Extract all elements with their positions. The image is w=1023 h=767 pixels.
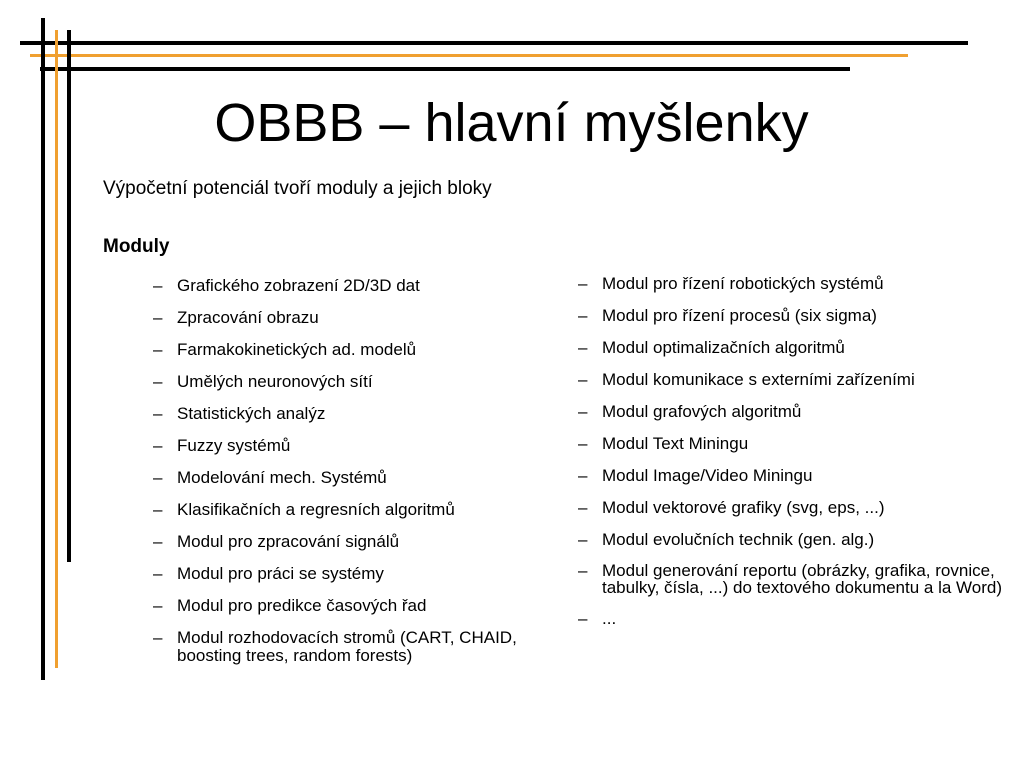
list-item-text: Modul rozhodovacích stromů (CART, CHAID, boosting trees, random forests)	[177, 628, 517, 665]
left-module-list	[149, 277, 569, 679]
list-item	[149, 533, 569, 551]
list-item-text: Modelování mech. Systémů	[177, 468, 387, 487]
list-item	[574, 531, 1014, 549]
list-item-text: Grafického zobrazení 2D/3D dat	[177, 276, 420, 295]
intro-text: Výpočetní potenciál tvoří moduly a jejich bloky	[103, 178, 492, 199]
list-item-text: Modul grafových algoritmů	[602, 402, 802, 421]
list-item	[574, 339, 1014, 357]
dash-bullet-icon: –	[153, 468, 163, 487]
dash-bullet-icon: –	[153, 532, 163, 551]
dash-bullet-icon: –	[153, 340, 163, 359]
list-item	[574, 499, 1014, 517]
list-item	[149, 309, 569, 327]
list-item	[574, 467, 1014, 485]
list-item	[574, 610, 1014, 628]
dash-bullet-icon: –	[153, 276, 163, 295]
list-item	[149, 277, 569, 295]
list-item-text: Modul generování reportu (obrázky, grafika, rovnice, tabulky, čísla, ...) do textového dokumentu a la Word)	[602, 561, 1003, 597]
dash-bullet-icon: –	[578, 370, 588, 389]
list-item-text: Modul pro práci se systémy	[177, 564, 384, 583]
list-item	[574, 435, 1014, 453]
list-item	[574, 371, 1014, 389]
dash-bullet-icon: –	[153, 596, 163, 615]
dash-bullet-icon: –	[153, 308, 163, 327]
dash-bullet-icon: –	[578, 402, 588, 421]
dash-bullet-icon: –	[153, 436, 163, 455]
dash-bullet-icon: –	[578, 530, 588, 549]
dash-bullet-icon: –	[578, 338, 588, 357]
dash-bullet-icon: –	[153, 500, 163, 519]
list-item	[149, 373, 569, 391]
top-orange-line	[30, 54, 908, 57]
list-item-text: ...	[602, 609, 617, 628]
dash-bullet-icon: –	[153, 628, 163, 647]
top-black-line	[20, 41, 968, 45]
list-item-text: Modul pro predikce časových řad	[177, 596, 427, 615]
list-item-text: Modul Image/Video Miningu	[602, 466, 813, 485]
list-item-text: Modul komunikace s externími zařízeními	[602, 370, 915, 389]
list-item-text: Fuzzy systémů	[177, 436, 291, 455]
list-item	[149, 469, 569, 487]
list-item	[149, 405, 569, 423]
list-item-text: Modul pro zpracování signálů	[177, 532, 400, 551]
dash-bullet-icon: –	[578, 434, 588, 453]
dash-bullet-icon: –	[578, 306, 588, 325]
list-item-text: Klasifikačních a regresních algoritmů	[177, 500, 455, 519]
list-item-text: Modul pro řízení procesů (six sigma)	[602, 306, 877, 325]
modules-heading: Moduly	[103, 236, 170, 257]
dash-bullet-icon: –	[578, 498, 588, 517]
list-item	[574, 563, 1014, 596]
dash-bullet-icon: –	[153, 564, 163, 583]
list-item-text: Farmakokinetických ad. modelů	[177, 340, 417, 359]
dash-bullet-icon: –	[578, 561, 588, 580]
list-item	[149, 565, 569, 583]
dash-bullet-icon: –	[578, 609, 588, 628]
list-item-text: Modul evolučních technik (gen. alg.)	[602, 530, 875, 549]
list-item	[574, 275, 1014, 293]
dash-bullet-icon: –	[578, 466, 588, 485]
list-item	[149, 341, 569, 359]
list-item-text: Modul optimalizačních algoritmů	[602, 338, 845, 357]
title-underline-black	[40, 67, 850, 71]
list-item	[149, 629, 569, 665]
list-item-text: Modul vektorové grafiky (svg, eps, ...)	[602, 498, 885, 517]
list-item-text: Statistických analýz	[177, 404, 326, 423]
list-item-text: Umělých neuronových sítí	[177, 372, 373, 391]
list-item	[574, 307, 1014, 325]
list-item	[149, 597, 569, 615]
dash-bullet-icon: –	[578, 274, 588, 293]
slide-title: OBBB – hlavní myšlenky	[214, 93, 809, 153]
list-item-text: Zpracování obrazu	[177, 308, 319, 327]
list-item-text: Modul Text Miningu	[602, 434, 749, 453]
list-item	[574, 403, 1014, 421]
list-item-text: Modul pro řízení robotických systémů	[602, 274, 884, 293]
dash-bullet-icon: –	[153, 372, 163, 391]
right-module-list	[574, 275, 1014, 642]
list-item	[149, 437, 569, 455]
list-item	[149, 501, 569, 519]
dash-bullet-icon: –	[153, 404, 163, 423]
